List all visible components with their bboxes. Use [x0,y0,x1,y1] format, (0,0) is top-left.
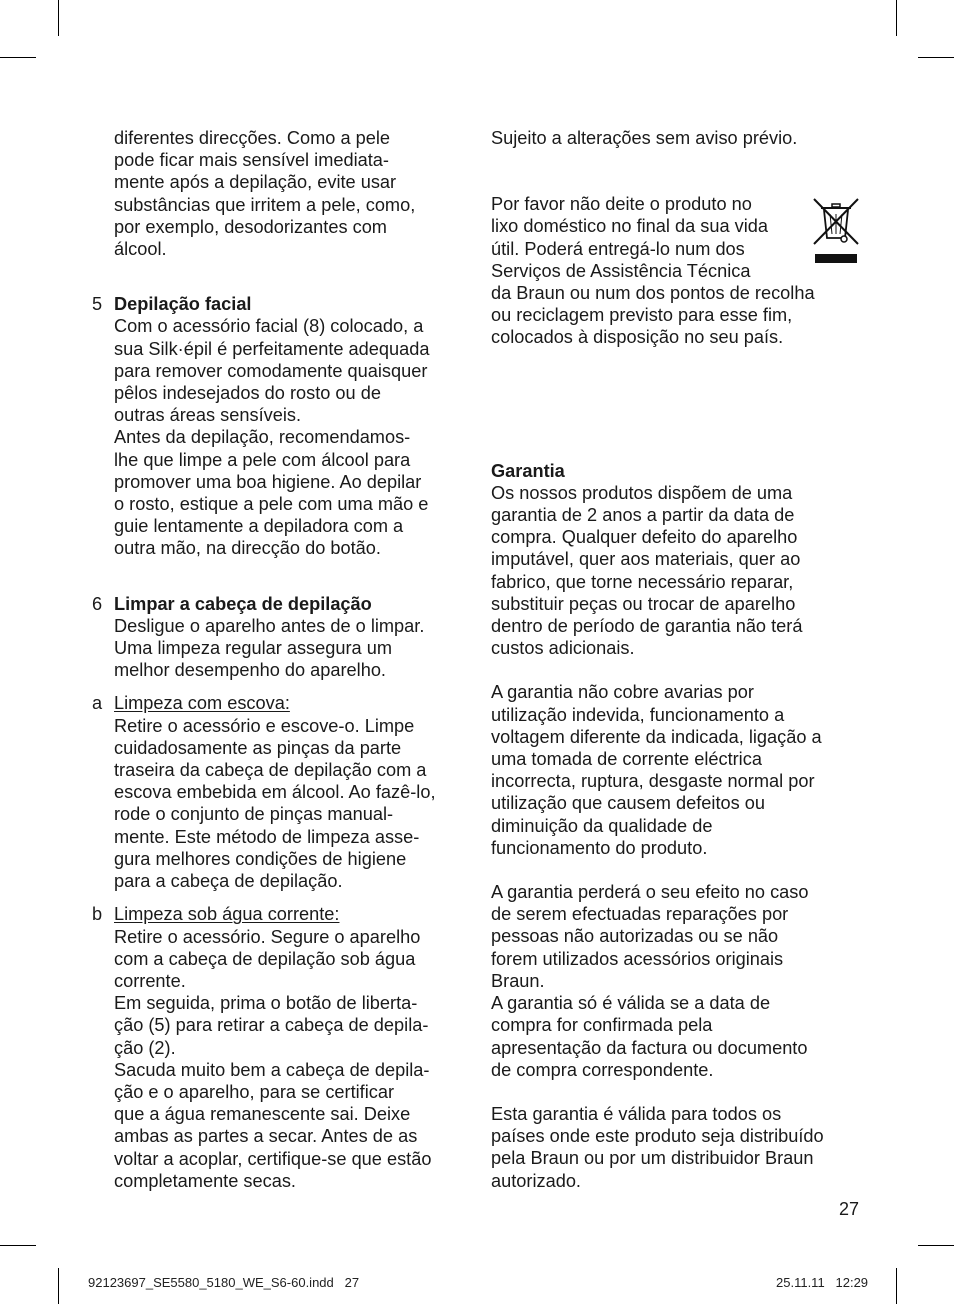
text-line: Desligue o aparelho antes de o limpar. [114,615,425,636]
section-title: Depilação facial [114,294,252,315]
notice-text: Sujeito a alterações sem aviso prévio. [491,128,798,148]
text-line: corrente. [114,970,186,991]
text-line: Serviços de Assistência Técnica [491,260,751,281]
text-line: substâncias que irritem a pele, como, [114,194,416,215]
text-line: custos adicionais. [491,638,635,659]
text-line: utilização que causem defeitos ou [491,793,765,814]
text-line: pode ficar mais sensível imediata- [114,150,389,171]
text-line: promover uma boa higiene. Ao depilar [114,471,422,492]
text-line: compra. Qualquer defeito do aparelho [491,527,798,548]
subsection-letter: a [92,693,103,714]
text-line: ção (5) para retirar a cabeça de depila- [114,1015,429,1036]
text-line: guie lentamente a depiladora com a [114,516,404,537]
crop-mark-bottom-left-h [0,1245,36,1246]
subsection-b-water-cleaning [92,903,467,1192]
text-line: de compra correspondente. [491,1059,714,1080]
text-line: Antes da depilação, recomendamos- [114,427,411,448]
text-line: pela Braun ou por um distribuidor Braun [491,1148,814,1169]
section-number: 6 [92,593,103,614]
text-line: mente após a depilação, evite usar [114,172,397,193]
text-line: lixo doméstico no final da sua vida [491,216,769,237]
text-line: álcool. [114,239,167,260]
text-line: da Braun ou num dos pontos de recolha [491,283,815,304]
text-line: completamente secas. [114,1170,296,1191]
section-6-cleaning [92,593,467,682]
warranty-title: Garantia [491,460,565,481]
text-line: escova embebida em álcool. Ao fazê-lo, [114,782,436,803]
crop-mark-bottom-right-v [896,1268,897,1304]
section-title: Limpar a cabeça de depilação [114,593,372,614]
crop-mark-bottom-right-h [918,1245,954,1246]
text-line: outras áreas sensíveis. [114,405,302,426]
text-line: com a cabeça de depilação sob água [114,948,416,969]
text-line: Sacuda muito bem a cabeça de depila- [114,1059,430,1080]
text-line: países onde este produto seja distribuído [491,1126,824,1147]
page-number: 27 [839,1199,860,1219]
crossed-out-wheelie-bin-icon [811,196,861,264]
warranty-paragraph-4 [491,1103,866,1192]
text-line: compra for confirmada pela [491,1015,713,1036]
subsection-a-brush-cleaning [92,692,467,892]
text-line: imputável, quer aos materiais, quer ao [491,549,801,570]
text-line: que a água remanescente sai. Deixe [114,1104,411,1125]
text-line: apresentação da factura ou documento [491,1037,808,1058]
text-line: ambas as partes a secar. Antes de as [114,1126,418,1147]
text-line: Retire o acessório. Segure o aparelho [114,926,421,947]
warranty-paragraph-3 [491,881,866,1081]
text-line: para remover comodamente quaisquer [114,360,428,381]
text-line: Esta garantia é válida para todos os [491,1103,782,1124]
text-line: voltar a acoplar, certifique-se que estão [114,1148,432,1169]
text-line: para a cabeça de depilação. [114,871,343,892]
text-line: garantia de 2 anos a partir da data de [491,505,795,526]
text-line: ou reciclagem previsto para esse fim, [491,305,793,326]
text-line: pêlos indesejados do rosto ou de [114,383,381,404]
text-line: útil. Poderá entregá-lo num dos [491,238,745,259]
subsection-title: Limpeza com escova: [114,693,290,714]
text-line: ção (2). [114,1037,176,1058]
text-line: A garantia perderá o seu efeito no caso [491,882,809,903]
left-column [92,127,467,1192]
crop-mark-top-right-h [918,57,954,58]
text-line: Uma limpeza regular assegura um [114,638,392,659]
crop-mark-top-left-h [0,57,36,58]
disposal-paragraph [491,193,866,348]
text-line: diminuição da qualidade de [491,815,713,836]
text-line: Com o acessório facial (8) colocado, a [114,316,424,337]
text-line: lhe que limpe a pele com álcool para [114,449,411,470]
text-line: mente. Este método de limpeza asse- [114,826,420,847]
text-line: autorizado. [491,1170,581,1191]
warranty-paragraph-2 [491,681,866,859]
text-line: Em seguida, prima o botão de liberta- [114,993,418,1014]
text-line: cuidadosamente as pinças da parte [114,737,402,758]
text-line: de serem efectuadas reparações por [491,904,789,925]
text-line: uma tomada de corrente eléctrica [491,749,762,770]
text-line: funcionamento do produto. [491,837,708,858]
text-line: Por favor não deite o produto no [491,194,752,215]
text-line: dentro de período de garantia não terá [491,616,803,637]
text-line: substituir peças ou trocar de aparelho [491,593,796,614]
text-line: traseira da cabeça de depilação com a [114,760,427,781]
crop-mark-top-right-v [896,0,897,36]
text-line: utilização indevida, funcionamento a [491,704,785,725]
text-line: sua Silk·épil é perfeitamente adequada [114,338,430,359]
intro-paragraph [92,127,467,260]
text-line: A garantia não cobre avarias por [491,682,754,703]
text-line: Os nossos produtos dispõem de uma [491,482,793,503]
text-line: gura melhores condições de higiene [114,848,407,869]
warranty-paragraph-1 [491,482,866,660]
subsection-letter: b [92,904,103,925]
crop-mark-bottom-left-v [58,1268,59,1304]
text-line: A garantia só é válida se a data de [491,993,771,1014]
text-line: diferentes direcções. Como a pele [114,128,390,148]
footer-timestamp: 25.11.11 12:29 [776,1275,869,1290]
text-line: forem utilizados acessórios originais [491,948,784,969]
text-line: por exemplo, desodorizantes com [114,216,387,237]
subsection-title: Limpeza sob água corrente: [114,904,340,925]
text-line: fabrico, que torne necessário reparar, [491,571,794,592]
crop-mark-top-left-v [58,0,59,36]
text-line: Retire o acessório e escove-o. Limpe [114,715,415,736]
section-number: 5 [92,294,103,315]
text-line: o rosto, estique a pele com uma mão e [114,494,429,515]
text-line: Braun. [491,970,545,991]
text-line: melhor desempenho do aparelho. [114,660,386,681]
right-column [491,127,866,1192]
section-5-facial-epilation [92,293,467,559]
text-line: pessoas não autorizadas ou se não [491,926,779,947]
text-line: incorrecta, ruptura, desgaste normal por [491,771,815,792]
text-line: rode o conjunto de pinças manual- [114,804,394,825]
text-line: colocados à disposição no seu país. [491,327,784,348]
text-line: ção e o aparelho, para se certificar [114,1081,395,1102]
text-line: voltagem diferente da indicada, ligação a [491,726,822,747]
footer-file-info: 92123697_SE5580_5180_WE_S6-60.indd 27 [88,1275,360,1290]
text-line: outra mão, na direcção do botão. [114,538,381,559]
